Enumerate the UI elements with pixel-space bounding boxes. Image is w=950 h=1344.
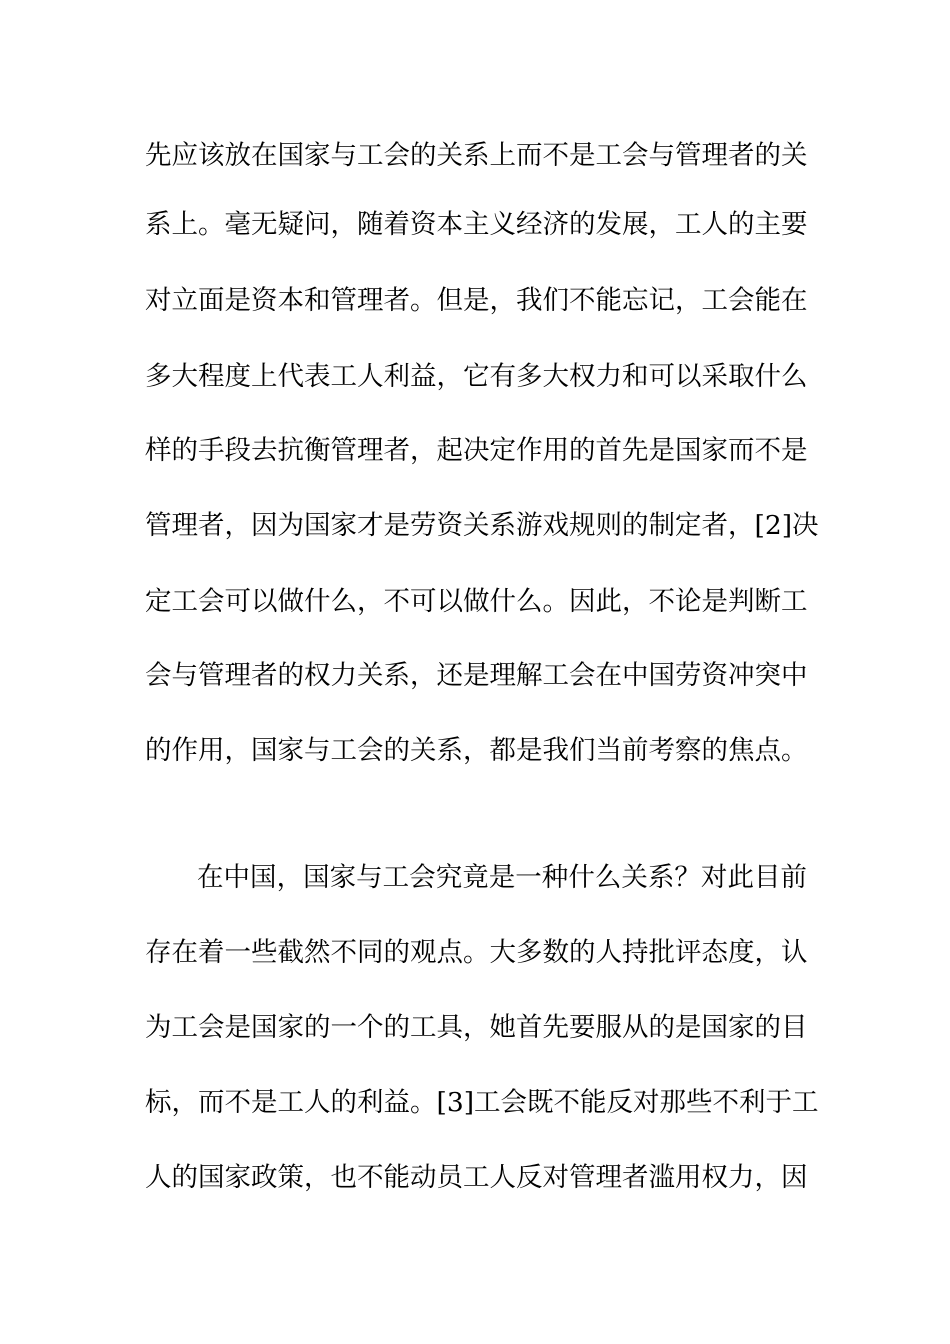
paragraph-1-line-5: 样的手段去抗衡管理者，起决定作用的首先是国家而不是: [145, 435, 808, 466]
paragraph-1-line-2: 系上。毫无疑问，随着资本主义经济的发展，工人的主要: [145, 209, 808, 240]
paragraph-1-line-8: 会与管理者的权力关系，还是理解工会在中国劳资冲突中: [145, 660, 808, 691]
paragraph-1-line-6: 管理者，因为国家才是劳资关系游戏规则的制定者，[2]决: [145, 510, 819, 541]
paragraph-2-line-1: 在中国，国家与工会究竟是一种什么关系？对此目前: [197, 862, 807, 893]
paragraph-2-line-4: 标，而不是工人的利益。[3]工会既不能反对那些不利于工: [145, 1087, 819, 1118]
paragraph-1-line-1: 先应该放在国家与工会的关系上而不是工会与管理者的关: [145, 140, 808, 171]
paragraph-1-line-7: 定工会可以做什么，不可以做什么。因此，不论是判断工: [145, 586, 808, 617]
paragraph-2-line-3: 为工会是国家的一个的工具，她首先要服从的是国家的目: [145, 1012, 808, 1043]
paragraph-2-line-5: 人的国家政策，也不能动员工人反对管理者滥用权力，因: [145, 1162, 808, 1193]
paragraph-2-line-2: 存在着一些截然不同的观点。大多数的人持批评态度，认: [145, 937, 808, 968]
paragraph-1-line-3: 对立面是资本和管理者。但是，我们不能忘记，工会能在: [145, 285, 808, 316]
paragraph-1-line-9: 的作用，国家与工会的关系，都是我们当前考察的焦点。: [145, 735, 808, 766]
paragraph-1-line-4: 多大程度上代表工人利益，它有多大权力和可以采取什么: [145, 361, 808, 392]
